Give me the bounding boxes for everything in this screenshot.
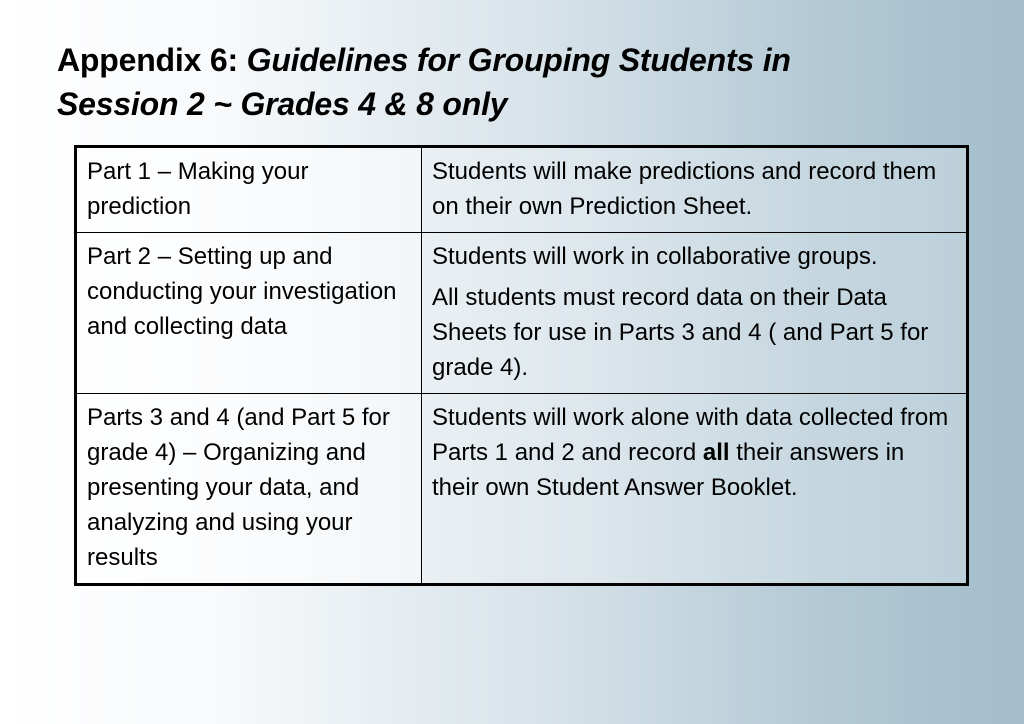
title-italic-line-1: Guidelines for Grouping Students in	[246, 42, 791, 78]
description-text-after: their answers in their own Student Answer Booklet.	[432, 439, 905, 501]
description-text-before: Students will work alone with data collected from Parts 1 and 2 and record	[432, 404, 949, 466]
description-paragraph-2: All students must record data on their Data Sheets for use in Parts 3 and 4 ( and Part 5 for grade 4).	[432, 284, 929, 381]
table-row	[76, 147, 968, 233]
title-italic-line-2: Session 2 ~ Grades 4 & 8 only	[57, 86, 508, 122]
table-row	[76, 394, 968, 585]
description-cell	[422, 147, 968, 233]
page-title	[57, 38, 997, 126]
part-label: Parts 3 and 4 (and Part 5 for grade 4) – Organizing and presenting your data, and analyzing and using your results	[87, 404, 390, 571]
description-text: Students will make predictions and record them on their own Prediction Sheet.	[432, 158, 937, 220]
part-cell	[76, 147, 422, 233]
guidelines-table	[74, 145, 969, 586]
description-text	[432, 400, 956, 505]
part-label: Part 1 – Making your prediction	[87, 158, 309, 220]
part-label: Part 2 – Setting up and conducting your investigation and collecting data	[87, 243, 397, 340]
part-cell	[76, 394, 422, 585]
title-line-1	[57, 38, 997, 82]
description-cell	[422, 233, 968, 394]
description-paragraph-1: Students will work in collaborative groups.	[432, 243, 878, 270]
title-prefix: Appendix 6:	[57, 42, 247, 78]
description-emphasis: all	[702, 439, 730, 466]
table-row	[76, 233, 968, 394]
description-cell	[422, 394, 968, 585]
part-cell	[76, 233, 422, 394]
